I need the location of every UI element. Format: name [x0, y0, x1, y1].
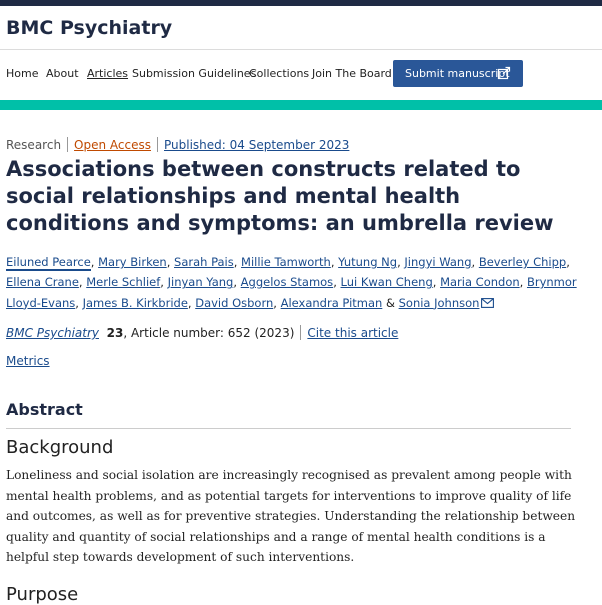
- author-list: Eiluned Pearce, Mary Birken, Sarah Pais, Millie Tamworth, Yutung Ng, Jingyi Wang, Beverley Chipp, Ellena Crane, Merle Schlief, Jinyan Yang, Aggelos Stamos, Lui Kwan Cheng, Maria Condon, Brynmor Lloyd-Evans, James B. Kirkbride, David Osborn, Alexandra Pitman & Sonia Johnson: [6, 252, 586, 314]
- author-link[interactable]: Maria Condon: [440, 275, 520, 290]
- author-link[interactable]: Mary Birken: [98, 255, 167, 269]
- external-link-icon: [497, 66, 511, 80]
- cite-article-link[interactable]: Cite this article: [307, 326, 399, 340]
- nav-about[interactable]: About: [46, 67, 79, 80]
- open-access-link[interactable]: Open Access: [74, 138, 151, 152]
- submit-manuscript-button[interactable]: [393, 60, 523, 87]
- abstract-divider: [6, 428, 571, 429]
- main-nav: [0, 50, 602, 100]
- article-meta: [6, 137, 349, 152]
- author-link[interactable]: Merle Schlief: [86, 275, 161, 290]
- author-link[interactable]: Sonia Johnson: [398, 295, 480, 310]
- author-link[interactable]: Ellena Crane: [6, 275, 79, 290]
- metrics-link[interactable]: Metrics: [6, 354, 50, 368]
- nav-submission-guidelines[interactable]: Submission Guidelines: [132, 67, 257, 80]
- author-link[interactable]: Millie Tamworth: [241, 255, 331, 269]
- article-number: , Article number: 652 (2023): [123, 326, 295, 340]
- mail-icon[interactable]: [481, 294, 494, 314]
- nav-join-the-board[interactable]: Join The Board: [312, 67, 392, 80]
- author-and: &: [385, 295, 395, 310]
- citation-line: [6, 325, 398, 340]
- nav-home[interactable]: Home: [6, 67, 39, 80]
- submit-manuscript-label: Submit manuscript: [405, 67, 510, 80]
- author-link[interactable]: Lui Kwan Cheng: [340, 275, 433, 290]
- meta-divider: [67, 137, 68, 152]
- author-link[interactable]: Jingyi Wang: [404, 255, 472, 269]
- author-link[interactable]: Eiluned Pearce: [6, 255, 91, 269]
- site-header: [0, 6, 602, 50]
- journal-logo[interactable]: BMC Psychiatry: [6, 17, 173, 39]
- author-link[interactable]: Yutung Ng: [338, 255, 398, 269]
- abstract-heading: Abstract: [6, 400, 83, 419]
- published-date-link[interactable]: Published: 04 September 2023: [164, 138, 350, 152]
- author-link[interactable]: Alexandra Pitman: [280, 295, 383, 310]
- citation-divider: [300, 325, 301, 340]
- author-link[interactable]: Jinyan Yang: [167, 275, 234, 290]
- meta-divider: [157, 137, 158, 152]
- purpose-heading: Purpose: [6, 584, 79, 605]
- author-link[interactable]: Beverley Chipp: [478, 255, 567, 269]
- author-link[interactable]: David Osborn: [195, 295, 274, 310]
- author-link[interactable]: Brynmor Lloyd-Evans: [6, 275, 577, 310]
- article-title: Associations between constructs related to social relationships and mental health conditions and symptoms: an umbrella review: [6, 157, 554, 235]
- journal-link[interactable]: BMC Psychiatry: [6, 326, 99, 340]
- background-text: Loneliness and social isolation are increasingly recognised as prevalent among people with mental health problems, and as potential targets for interventions to improve quality of life and outcomes, as well as for preventive strategies. Understanding the relationship between quality and quantity of social relationships and a range of mental health conditions is a helpful step towards development of such interventions.: [6, 468, 576, 564]
- volume: 23: [106, 326, 124, 340]
- author-link[interactable]: Aggelos Stamos: [240, 275, 334, 290]
- nav-collections[interactable]: Collections: [249, 67, 310, 80]
- author-link[interactable]: Sarah Pais: [174, 255, 234, 269]
- background-heading: Background: [6, 437, 114, 458]
- nav-articles[interactable]: Articles: [87, 67, 129, 80]
- article-type: Research: [6, 138, 62, 152]
- author-link[interactable]: James B. Kirkbride: [82, 295, 188, 310]
- accent-bar: [0, 100, 602, 110]
